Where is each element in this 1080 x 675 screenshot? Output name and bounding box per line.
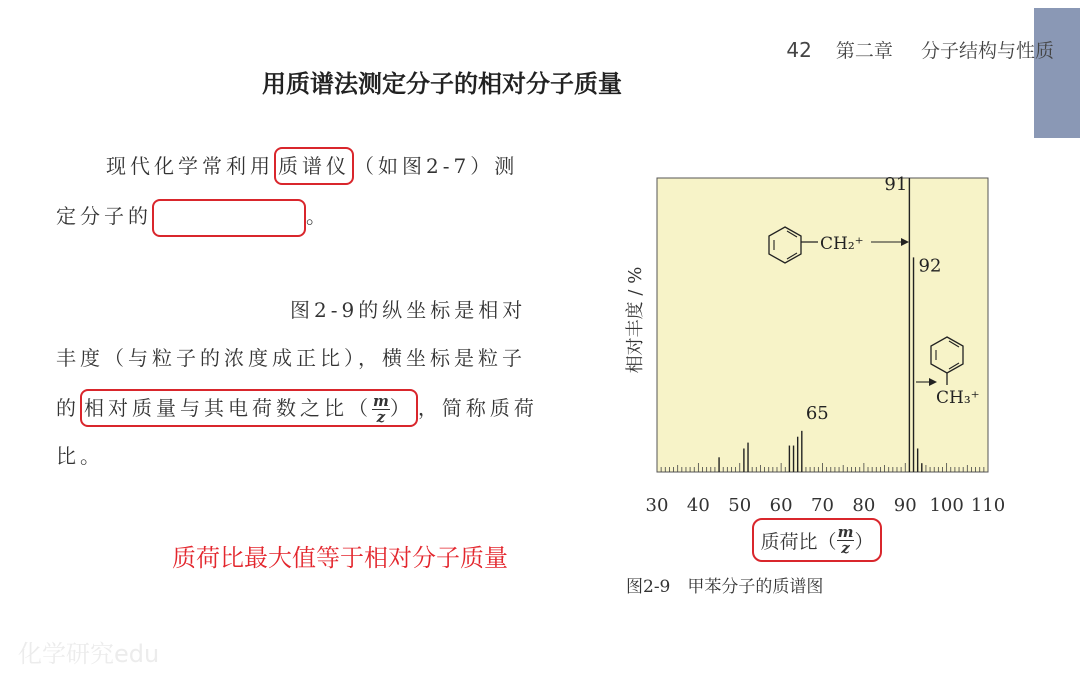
ion2-label: CH₃⁺ (936, 388, 980, 408)
ion1-label: CH₂⁺ (820, 234, 864, 254)
paragraph-2-line-3: 的 相对质量与其电荷数之比（ $\frac{m}{z}$ ） ，简称质荷 (56, 384, 538, 432)
x-tick-label: 110 (970, 495, 1006, 516)
y-axis-label: 相对丰度 / % (625, 266, 646, 374)
mass-spectrometer-term: 质谱仪 (274, 147, 354, 185)
page-number: 42 (786, 38, 812, 62)
plot-area (657, 178, 988, 472)
x-tick-label: 100 (929, 495, 964, 516)
x-tick-label: 30 (645, 495, 669, 516)
x-axis-fraction: $\frac{m}{z}$ (837, 522, 854, 557)
x-tick-label: 60 (769, 495, 793, 516)
corner-tab (1034, 8, 1080, 138)
x-tick-label: 70 (811, 495, 834, 516)
paragraph-2-line-4: 比。 (56, 444, 104, 468)
watermark: 化学研究edu (18, 640, 160, 668)
page-title: 用质谱法测定分子的相对分子质量 (262, 70, 622, 98)
x-tick-label: 50 (728, 495, 752, 516)
x-axis-label: 质荷比（ $\frac{m}{z}$ ） (752, 518, 882, 562)
page-header (786, 36, 1054, 63)
key-conclusion: 质荷比最大值等于相对分子质量 (172, 544, 508, 572)
fill-in-blank[interactable] (152, 199, 306, 237)
mass-charge-ratio-definition: 相对质量与其电荷数之比（ $\frac{m}{z}$ ） (80, 389, 418, 427)
m-over-z-fraction: $\frac{m}{z}$ (373, 392, 389, 426)
mass-spectrum-chart (615, 170, 1015, 520)
x-tick-labels (646, 495, 1006, 516)
paragraph-1-line-2: 定分子的 。 (56, 192, 330, 240)
chapter-label: 第二章 (835, 40, 893, 62)
x-tick-label: 40 (686, 495, 710, 516)
x-tick-label: 80 (852, 495, 876, 516)
peak-label: 91 (884, 174, 908, 195)
section-label: 分子结构与性质 (920, 40, 1054, 62)
paragraph-1-line-1: 现代化学常利用 质谱仪 （如图2-7）测 (106, 142, 518, 190)
x-tick-label: 90 (893, 495, 917, 516)
peak-label: 92 (918, 255, 942, 277)
paragraph-2-line-2: 丰度（与粒子的浓度成正比），横坐标是粒子 (56, 346, 526, 370)
peak-label: 65 (805, 402, 829, 424)
paragraph-2-line-1: 图2-9的纵坐标是相对 (290, 298, 527, 322)
figure-caption: 图2-9 甲苯分子的质谱图 (626, 577, 824, 597)
